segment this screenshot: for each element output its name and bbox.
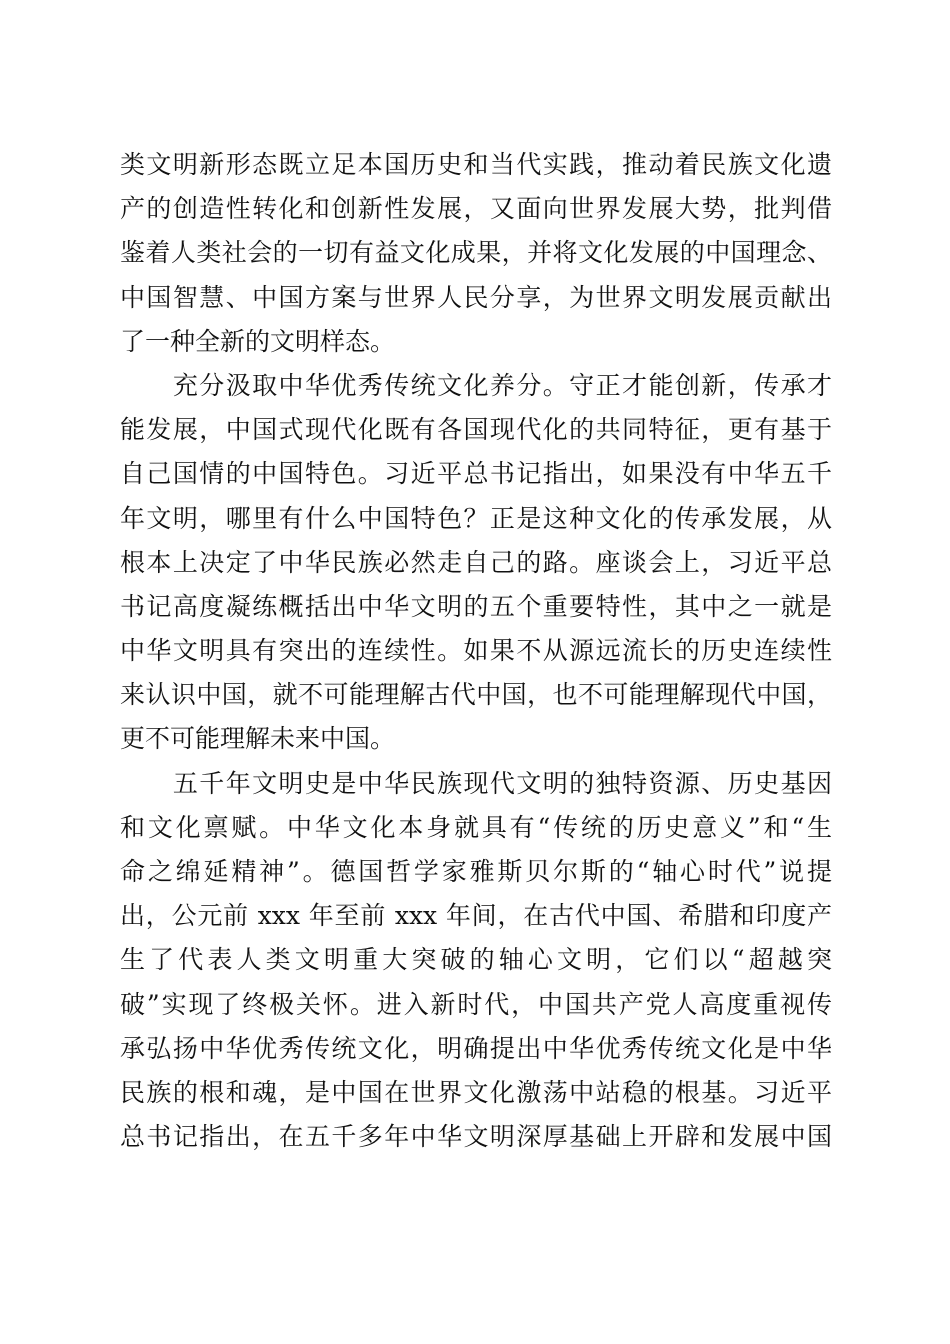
text-line: 出，公元前 xxx 年至前 xxx 年间，在古代中国、希腊和印度产 — [120, 901, 832, 931]
text-line: 书记高度凝练概括出中华文明的五个重要特性，其中之一就是 — [120, 591, 832, 621]
text-line: 年文明，哪里有什么中国特色？正是这种文化的传承发展，从 — [120, 503, 832, 533]
text-line: 和文化禀赋。中华文化本身就具有“传统的历史意义”和“生 — [120, 812, 832, 842]
text-line: 类文明新形态既立足本国历史和当代实践，推动着民族文化遗 — [120, 150, 832, 179]
text-line: 能发展，中国式现代化既有各国现代化的共同特征，更有基于 — [120, 415, 832, 445]
text-line: 民族的根和魂，是中国在世界文化激荡中站稳的根基。习近平 — [120, 1077, 832, 1107]
paragraph-3 — [120, 762, 832, 1160]
text-line: 产的创造性转化和创新性发展，又面向世界发展大势，批判借 — [120, 194, 832, 224]
text-line: 五千年文明史是中华民族现代文明的独特资源、历史基因 — [120, 768, 832, 798]
text-line: 总书记指出，在五千多年中华文明深厚基础上开辟和发展中国 — [120, 1122, 832, 1152]
text-line: 破”实现了终极关怀。进入新时代，中国共产党人高度重视传 — [120, 989, 832, 1019]
text-line: 生了代表人类文明重大突破的轴心文明，它们以“超越突 — [120, 945, 832, 975]
text-line: 了一种全新的文明样态。 — [120, 326, 396, 356]
text-line: 中国智慧、中国方案与世界人民分享，为世界文明发展贡献出 — [120, 282, 832, 312]
text-line: 承弘扬中华优秀传统文化，明确提出中华优秀传统文化是中华 — [120, 1033, 832, 1063]
paragraph-2 — [120, 364, 832, 762]
text-line: 中华文明具有突出的连续性。如果不从源远流长的历史连续性 — [120, 636, 832, 666]
text-line: 来认识中国，就不可能理解古代中国，也不可能理解现代中国， — [120, 680, 832, 710]
text-line: 自己国情的中国特色。习近平总书记指出，如果没有中华五千 — [120, 459, 832, 489]
document-body — [120, 143, 832, 1159]
paragraph-1 — [120, 143, 832, 364]
text-line: 命之绵延精神”。德国哲学家雅斯贝尔斯的“轴心时代”说提 — [120, 857, 832, 886]
text-line: 根本上决定了中华民族必然走自己的路。座谈会上，习近平总 — [120, 547, 832, 577]
text-line: 充分汲取中华优秀传统文化养分。守正才能创新，传承才 — [120, 370, 832, 400]
text-line: 鉴着人类社会的一切有益文化成果，并将文化发展的中国理念、 — [120, 238, 832, 268]
text-line: 更不可能理解未来中国。 — [120, 724, 396, 754]
